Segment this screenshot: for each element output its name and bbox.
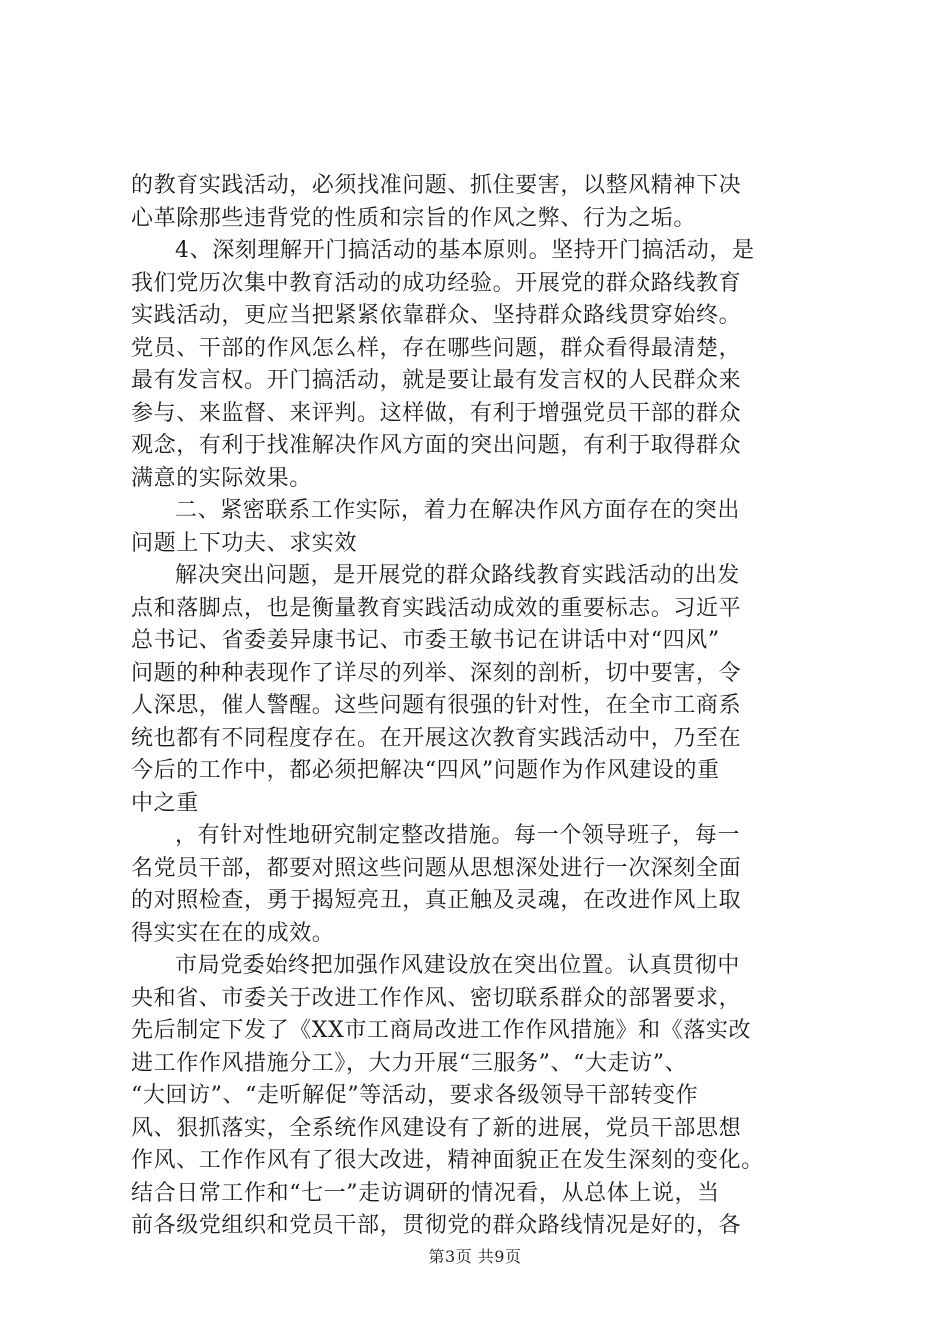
text-line: 的教育实践活动，必须找准问题、抓住要害，以整风精神下决 (131, 173, 742, 198)
text-line: “大回访”、“走听解促”等活动，要求各级领导干部转变作 (131, 1083, 699, 1108)
text-line: 得实实在在的成效。 (131, 920, 335, 946)
text-line: 统也都有不同程度存在。在开展这次教育实践活动中，乃至在 (131, 725, 742, 751)
text-line: 前各级党组织和党员干部，贯彻党的群众路线情况是好的，各 (131, 1213, 742, 1238)
text-line: 市局党委始终把加强作风建设放在突出位置。认真贯彻中 (175, 953, 741, 978)
text-line: 结合日常工作和“七一”走访调研的情况看，从总体上说，当 (131, 1180, 720, 1206)
text-line: 党员、干部的作风怎么样，存在哪些问题，群众看得最清楚， (131, 335, 742, 361)
text-line: 中之重 (131, 790, 199, 816)
text-line: 人深思，催人警醒。这些问题有很强的针对性，在全市工商系 (131, 693, 742, 718)
text-line: 作风、工作作风有了很大改进，精神面貌正在发生深刻的变化。 (131, 1148, 764, 1173)
page-footer: 第3页 共9页 (428, 1247, 522, 1266)
body-paragraph (131, 170, 831, 235)
text-line: 二、紧密联系工作实际，着力在解决作风方面存在的突出 (175, 498, 741, 523)
document-body (131, 170, 831, 1243)
text-line: 参与、来监督、来评判。这样做，有利于增强党员干部的群众 (131, 400, 742, 426)
body-paragraph (131, 235, 831, 495)
body-paragraph (131, 950, 831, 1243)
text-line: 4、深刻理解开门搞活动的基本原则。坚持开门搞活动，是 (175, 238, 755, 263)
text-line: 今后的工作中，都必须把解决“四风”问题作为作风建设的重 (131, 758, 720, 783)
text-line: 的对照检查，勇于揭短亮丑，真正触及灵魂，在改进作风上取 (131, 888, 742, 913)
body-paragraph (131, 560, 831, 820)
text-line: 央和省、市委关于改进工作作风、密切联系群众的部署要求， (131, 985, 742, 1011)
text-line: 问题上下功夫、求实效 (131, 530, 358, 556)
text-line: 最有发言权。开门搞活动，就是要让最有发言权的人民群众来 (131, 368, 742, 393)
text-line: 我们党历次集中教育活动的成功经验。开展党的群众路线教育 (131, 270, 742, 296)
text-line: 名党员干部，都要对照这些问题从思想深处进行一次深刻全面 (131, 855, 742, 881)
text-line: 问题的种种表现作了详尽的列举、深刻的剖析，切中要害，令 (131, 660, 742, 686)
text-line: 点和落脚点，也是衡量教育实践活动成效的重要标志。习近平 (131, 595, 742, 621)
body-paragraph (131, 820, 831, 950)
text-line: 心革除那些违背党的性质和宗旨的作风之弊、行为之垢。 (131, 205, 697, 231)
text-line: 总书记、省委姜异康书记、市委王敏书记在讲话中对“四风” (131, 628, 720, 653)
body-paragraph (131, 495, 831, 560)
text-line: 实践活动，更应当把紧紧依靠群众、坚持群众路线贯穿始终。 (131, 303, 742, 328)
text-line: 观念，有利于找准解决作风方面的突出问题，有利于取得群众 (131, 433, 742, 458)
text-line: 满意的实际效果。 (131, 465, 312, 491)
text-line: 风、狠抓落实，全系统作风建设有了新的进展，党员干部思想 (131, 1115, 742, 1141)
text-line: 先后制定下发了《XX市工商局改进工作作风措施》和《落实改 (131, 1018, 752, 1043)
text-line: ，有针对性地研究制定整改措施。每一个领导班子，每一 (175, 823, 741, 848)
text-line: 进工作作风措施分工》，大力开展“三服务”、“大走访”、 (131, 1050, 688, 1076)
text-line: 解决突出问题，是开展党的群众路线教育实践活动的出发 (175, 563, 741, 588)
